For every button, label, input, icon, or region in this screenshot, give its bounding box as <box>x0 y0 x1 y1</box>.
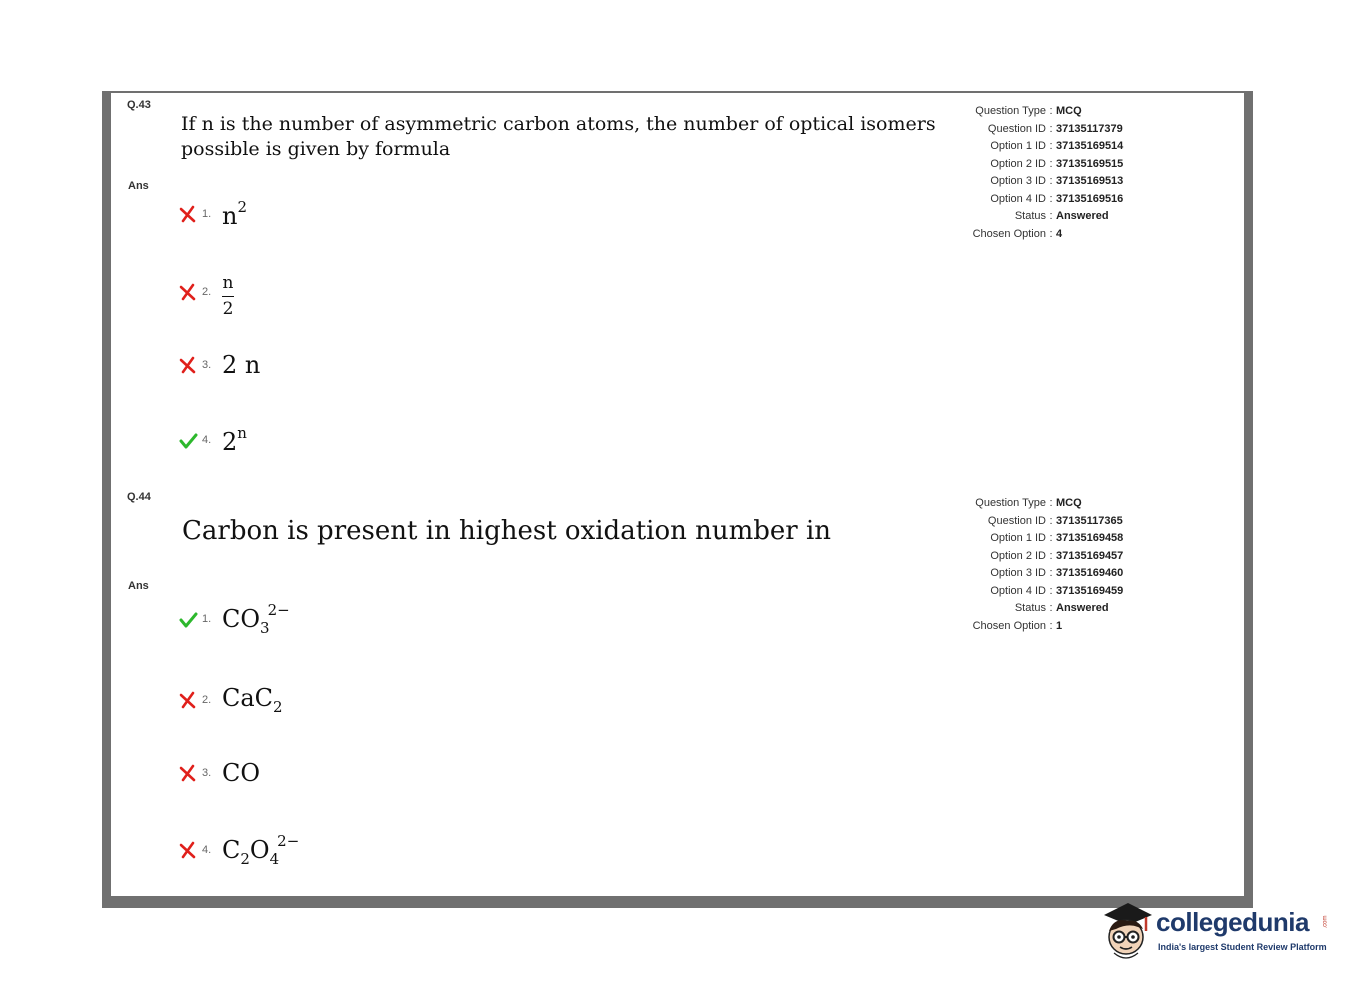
meta-value: 37135117379 <box>1056 122 1123 135</box>
meta-value: 37135169458 <box>1056 532 1124 544</box>
option-number: 3. <box>202 359 212 371</box>
option-formula <box>222 601 290 637</box>
meta-label: Question ID <box>987 122 1046 135</box>
option-formula <box>222 198 247 230</box>
meta-label: Option 2 ID <box>990 157 1046 170</box>
meta-value: 37135169460 <box>1056 567 1124 579</box>
option-2 <box>178 266 234 318</box>
subscript: 2 <box>273 698 283 716</box>
cross-icon <box>178 763 198 783</box>
base-2: 2 <box>222 428 238 456</box>
formula-c: C <box>222 836 241 864</box>
option-number: 2. <box>202 694 212 706</box>
cross-icon <box>178 690 198 710</box>
option-formula: 2 n <box>222 351 261 379</box>
logo-tagline: India's largest Student Review Platform <box>1158 942 1327 952</box>
cross-icon <box>178 355 198 375</box>
meta-label: Option 2 ID <box>990 549 1046 562</box>
collegedunia-logo[interactable] <box>1098 893 1328 968</box>
check-icon <box>178 609 198 629</box>
meta-label: Question Type <box>975 105 1046 117</box>
meta-value: 37135169516 <box>1056 192 1124 205</box>
meta-label: Question ID <box>987 514 1046 527</box>
meta-label: Option 4 ID <box>990 192 1046 205</box>
meta-value: 37135117365 <box>1056 514 1123 527</box>
option-number: 2. <box>202 286 212 298</box>
meta-label: Option 3 ID <box>990 175 1046 187</box>
option-number: 3. <box>202 767 212 779</box>
check-icon <box>178 430 198 450</box>
option-formula <box>222 424 247 456</box>
superscript: 2 <box>237 198 248 216</box>
question-number: Q.44 <box>127 491 151 503</box>
fraction <box>222 275 234 318</box>
cross-icon <box>178 204 198 224</box>
symbol-n: n <box>222 202 238 230</box>
subscript: 4 <box>269 850 280 868</box>
meta-value: Answered <box>1056 210 1109 222</box>
logo-name: collegedunia <box>1156 907 1309 937</box>
fraction-bar <box>222 296 234 297</box>
option-number: 1. <box>202 613 212 625</box>
logo-domain: .com <box>1322 915 1329 929</box>
question-text-line: If n is the number of asymmetric carbon atoms, the number of optical isomers <box>181 113 936 135</box>
cross-icon <box>178 282 198 302</box>
option-formula <box>222 266 234 318</box>
meta-value: MCQ <box>1056 105 1082 117</box>
meta-value: 1 <box>1056 619 1063 632</box>
meta-value: 4 <box>1056 227 1063 240</box>
question-text <box>181 112 936 162</box>
formula-cac: CaC <box>222 684 274 712</box>
question-text-line: possible is given by formula <box>181 138 451 160</box>
option-1 <box>178 198 247 230</box>
option-4 <box>178 832 299 868</box>
subscript: 2 <box>240 850 250 868</box>
meta-value: 37135169515 <box>1056 157 1124 170</box>
option-formula <box>222 832 299 868</box>
subscript: 3 <box>260 619 270 637</box>
meta-label: Option 1 ID <box>990 140 1046 152</box>
meta-label: Option 1 ID <box>990 532 1046 544</box>
question-text: Carbon is present in highest oxidation number in <box>182 516 832 546</box>
formula-o: O <box>249 836 270 864</box>
option-1 <box>178 601 290 637</box>
question-meta: Question Type : MCQ Question ID : 37135117365 Option 1 ID : 37135169458 Option 2 ID : 37135169457 Option 3 ID : 37135169460 Option 4 ID : 37135169459 Status : Answered Chosen Option : 1 <box>960 495 1123 635</box>
mascot-icon <box>1098 893 1156 965</box>
option-number: 4. <box>202 844 212 856</box>
option-number: 4. <box>202 434 212 446</box>
meta-value: 37135169514 <box>1056 140 1124 152</box>
denominator: 2 <box>222 299 234 319</box>
meta-label: Option 3 ID <box>990 567 1046 579</box>
meta-label: Chosen Option <box>972 619 1046 632</box>
option-3 <box>178 759 260 787</box>
charge: 2− <box>267 601 290 619</box>
meta-value: MCQ <box>1056 497 1082 509</box>
ans-label: Ans <box>128 580 149 592</box>
question-meta: Question Type : MCQ Question ID : 37135117379 Option 1 ID : 37135169514 Option 2 ID : 37135169515 Option 3 ID : 37135169513 Option 4 ID : 37135169516 Status : Answered Chosen Option : 4 <box>960 103 1123 243</box>
superscript: n <box>237 424 247 442</box>
option-formula: CO <box>222 759 261 787</box>
option-2 <box>178 684 283 716</box>
meta-value: 37135169513 <box>1056 175 1124 187</box>
option-number: 1. <box>202 208 212 220</box>
option-4 <box>178 424 247 456</box>
meta-label: Chosen Option <box>972 227 1046 240</box>
question-number: Q.43 <box>127 99 151 111</box>
meta-label: Question Type <box>975 497 1046 509</box>
meta-value: 37135169457 <box>1056 549 1124 562</box>
meta-label: Status <box>1014 210 1046 222</box>
charge: 2− <box>277 832 300 850</box>
meta-label: Option 4 ID <box>990 584 1046 597</box>
ans-label: Ans <box>128 180 149 192</box>
option-3 <box>178 351 260 379</box>
meta-label: Status <box>1014 602 1046 614</box>
cross-icon <box>178 840 198 860</box>
meta-value: 37135169459 <box>1056 584 1124 597</box>
meta-value: Answered <box>1056 602 1109 614</box>
formula-co: CO <box>222 605 261 633</box>
numerator: n <box>222 273 234 293</box>
option-formula <box>222 684 283 716</box>
